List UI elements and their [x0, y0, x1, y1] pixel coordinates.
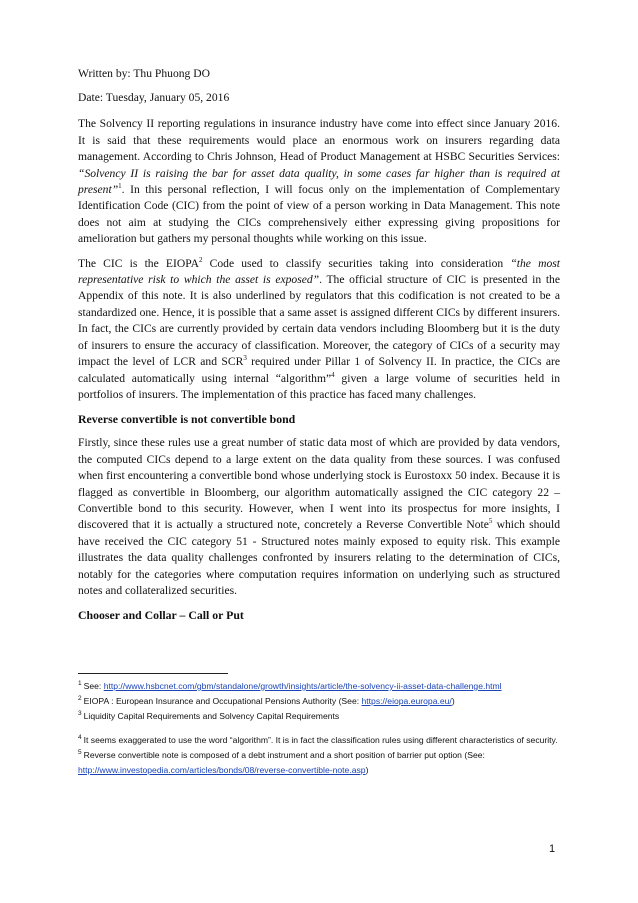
- footnote-3: $^3$ Liquidity Capital Requirements and Solvency Capital Requirements: [78, 710, 340, 721]
- page-number: 1: [549, 843, 556, 855]
- footnote-ref-3[interactable]: 3: [243, 354, 247, 363]
- section-heading-chooser-collar: Chooser and Collar – Call or Put: [78, 608, 244, 623]
- footnote-5-link[interactable]: http://www.investopedia.com/articles/bonds/08/reverse-convertible-note.asp: [78, 765, 366, 775]
- footnote-1-link[interactable]: http://www.hsbcnet.com/gbm/standalone/growth/insights/article/the-solvency-ii-asset-data-challenge.html: [103, 681, 502, 691]
- footnote-ref-2[interactable]: 2: [198, 255, 203, 264]
- date-line: Date: Tuesday, January 05, 2016: [78, 91, 230, 105]
- footnote-ref-4[interactable]: 4: [331, 370, 335, 379]
- footnote-ref-5[interactable]: 5: [488, 517, 493, 526]
- footnote-1: $^1$ See: http://www.hsbcnet.com/gbm/standalone/growth/insights/article/the-solvency-ii-asset-data-challenge.html: [78, 680, 502, 691]
- footnote-ref-1[interactable]: 1: [118, 182, 122, 191]
- author-line: Written by: Thu Phuong DO: [78, 67, 210, 80]
- intro-paragraph: The Solvency II reporting regulations in insurance industry have come into effect since January 2016. It is said that these requirements would place an enormous work on insurers regarding data management. According to Chris Johnson, Head of Product Management at HSBC Securities Services: “Solvency II is raising the bar for asset data quality, in some cases far higher than is required at present”$^1$. In this personal reflection, I will focus only on the implementation of Complementary Identification Code (CIC) from the point of view of a person working in Data Management. This note does not aim at studying the CICs comprehensively either expressing giving propositions for amelioration but gathers my personal thoughts while working on this issue.: [78, 117, 560, 246]
- reverse-convertible-paragraph: Firstly, since these rules use a great number of static data most of which are provided by data vendors, the computed CICs depend to a large extent on the data quality from these sources. I was confused when first encountering a convertible bond whose underlying stock is Eurostoxx 50 index. Because it is flagged as convertible in Bloomberg, our algorithm automatically assigned the CIC category 22 – Convertible bond to this security. However, when I went into its prospectus for more insights, I discovered that it is actually a structured note, concretely a Reverse Convertible Note$^5$ which should have received the CIC category 51 - Structured notes mainly exposed to equity risk. This example illustrates the data quality challenges confronted by insurers relating to the determination of CICs, notably for the categories where computation requires information on underlying such as structured notes and collateralized securities.: [78, 436, 560, 597]
- section-heading-reverse-convertible: Reverse convertible is not convertible bond: [78, 412, 296, 427]
- footnote-5: $^5$ Reverse convertible note is composed of a debt instrument and a short position of barrier put option (See: http://www.investopedia.com/articles/bonds/08/reverse-convertible-note.asp): [78, 749, 485, 775]
- cic-paragraph: The CIC is the EIOPA$^2$ Code used to classify securities taking into consideration “the most representative risk to which the asset is exposed”. The official structure of CIC is presented in the Appendix of this note. It is also underlined by regulators that this codification is not created to be a standardized one. Hence, it is possible that a same asset is assigned different CICs by different insurers. In fact, the CICs are currently provided by certain data vendors including Bloomberg but it is the duty of insurers to ensure the accuracy of classification. Moreover, the category of CICs of a security may impact the level of LCR and SCR$^3$ required under Pillar 1 of Solvency II. In practice, the CICs are calculated automatically using internal “algorithm”$^4$ given a large volume of securities held in portfolios of insurers. The implementation of this practice has faced many challenges.: [78, 255, 561, 401]
- footnote-2: $^2$ EIOPA : European Insurance and Occupational Pensions Authority (See: https://eiopa.europa.eu/): [78, 695, 455, 706]
- eiopa-quote: “the most representative risk to which the asset is exposed”: [78, 256, 561, 287]
- footnote-2-link[interactable]: https://eiopa.europa.eu/: [361, 696, 452, 706]
- johnson-quote: “Solvency II is raising the bar for asset data quality, in some cases far higher than is required at present”: [78, 166, 560, 197]
- document-body: [78, 66, 560, 631]
- footnotes: [78, 679, 560, 778]
- footnote-separator: [78, 673, 228, 674]
- footnote-4: $^4$ It seems exaggerated to use the word “algorithm”. It is in fact the classification rules using different characteristics of security.: [78, 734, 558, 745]
